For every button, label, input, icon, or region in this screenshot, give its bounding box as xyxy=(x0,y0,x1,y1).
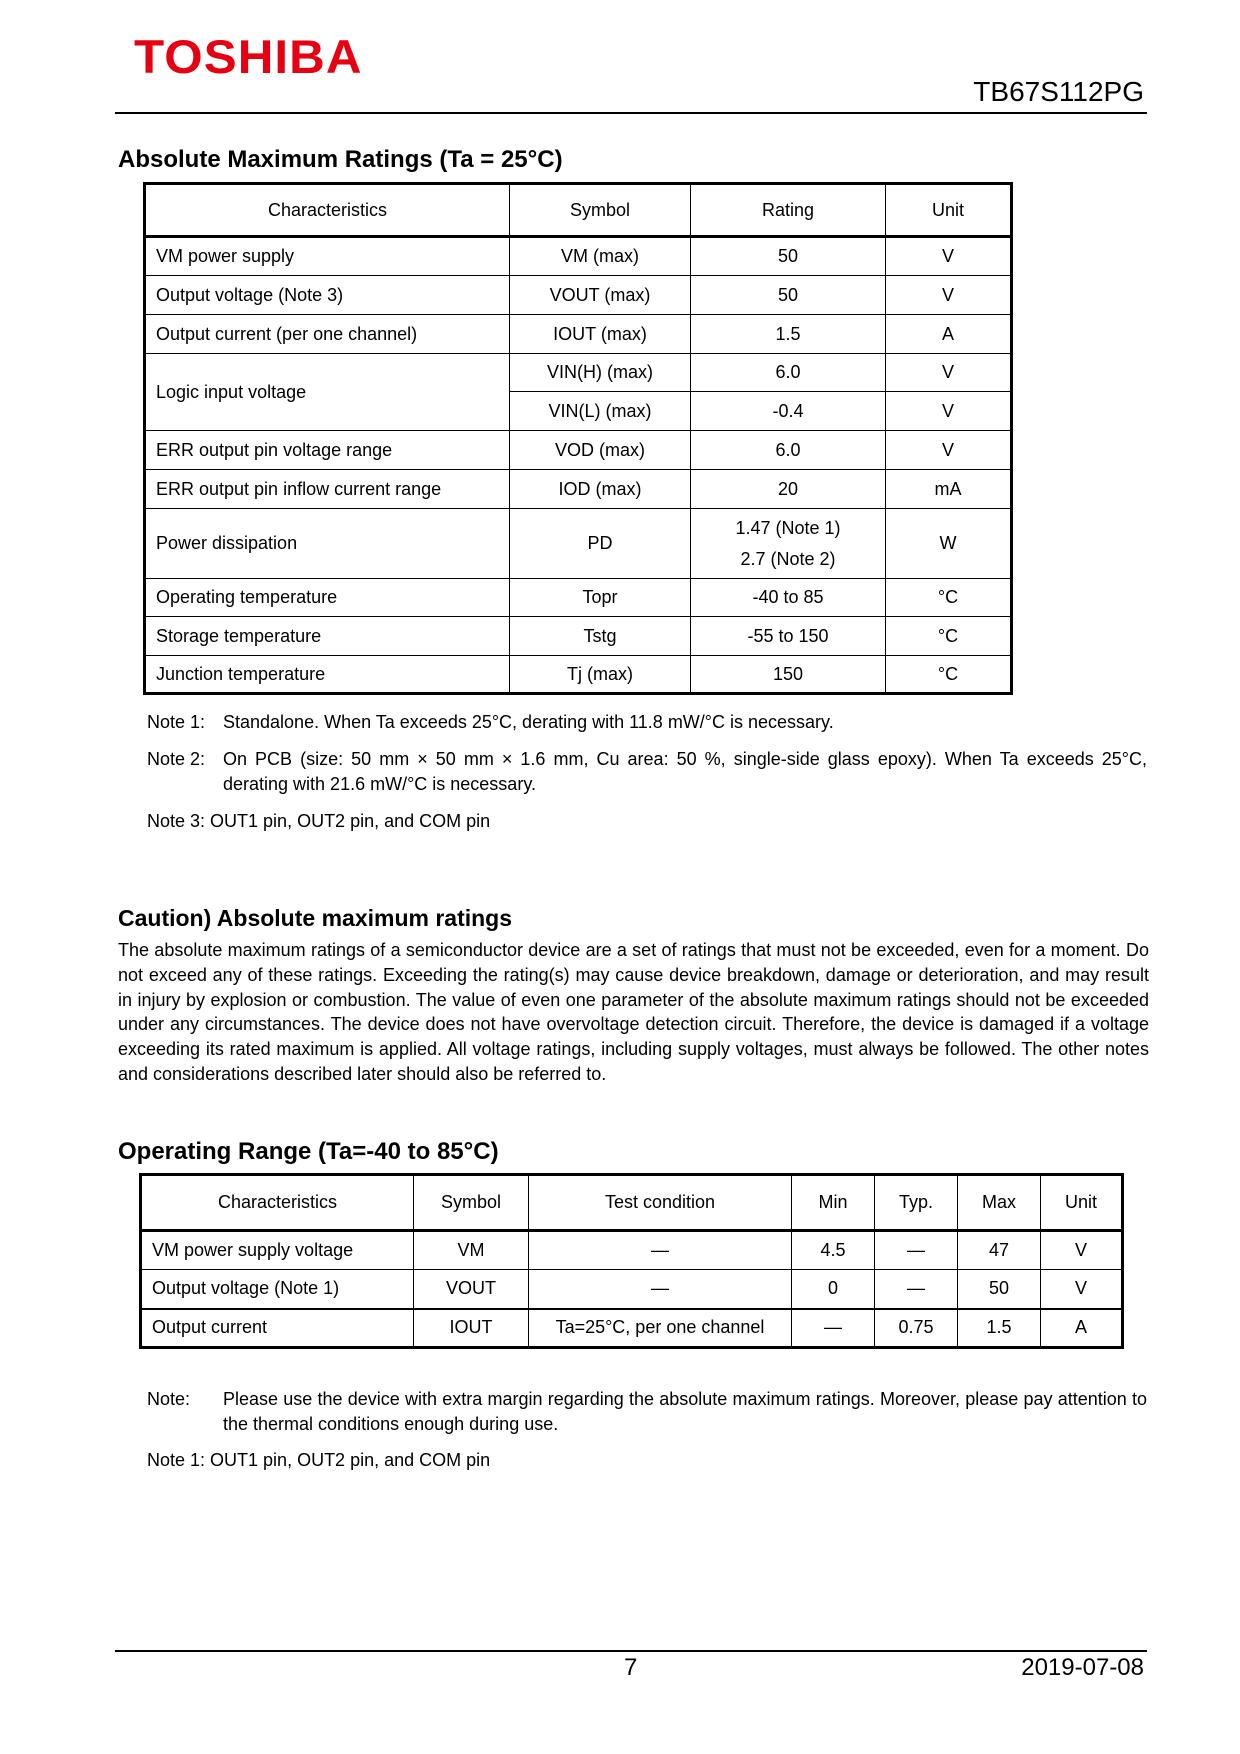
table-row xyxy=(145,470,1012,509)
cell-char: Logic input voltage xyxy=(145,354,510,431)
note-text: Please use the device with extra margin regarding the absolute maximum ratings. Moreover, please pay attention to the thermal conditions enough during use. xyxy=(223,1389,1147,1434)
note-text: On PCB (size: 50 mm × 50 mm × 1.6 mm, Cu area: 50 %, single-side glass epoxy). When Ta exceeds 25°C, derating with 21.6 mW/°C is necessary. xyxy=(223,749,1147,794)
cell-symbol: IOUT (max) xyxy=(510,315,691,354)
cell-unit: mA xyxy=(886,470,1012,509)
column-header: Test condition xyxy=(529,1175,792,1231)
note-label: Note 1: xyxy=(147,712,206,732)
cell-unit: V xyxy=(886,237,1012,276)
op-range-table xyxy=(139,1173,1124,1349)
cell-unit: A xyxy=(1041,1309,1123,1348)
cell-char: VM power supply voltage xyxy=(141,1231,414,1270)
table-header-row xyxy=(145,184,1012,237)
cell-char: Output current (per one channel) xyxy=(145,315,510,354)
cell-rating: 20 xyxy=(691,470,886,509)
abs-max-table xyxy=(143,182,1013,695)
abs-max-title: Absolute Maximum Ratings (Ta = 25°C) xyxy=(118,146,563,173)
cell-symbol: VM xyxy=(414,1231,529,1270)
cell-char: Storage temperature xyxy=(145,617,510,656)
cell-symbol: VOD (max) xyxy=(510,431,691,470)
rating-note1: 1.47 (Note 1) xyxy=(735,517,841,538)
table-row xyxy=(145,431,1012,470)
cell-condition: Ta=25°C, per one channel xyxy=(529,1309,792,1348)
cell-max: 1.5 xyxy=(958,1309,1041,1348)
header-rule xyxy=(115,112,1147,114)
cell-symbol: Tstg xyxy=(510,617,691,656)
caution-title: Caution) Absolute maximum ratings xyxy=(118,905,513,931)
cell-rating: 50 xyxy=(691,237,886,276)
table-row xyxy=(145,579,1012,617)
column-header: Unit xyxy=(886,184,1012,237)
column-header: Min xyxy=(792,1175,875,1231)
cell-rating xyxy=(691,509,886,579)
cell-unit: V xyxy=(886,276,1012,315)
cell-unit: °C xyxy=(886,579,1012,617)
cell-char: Output current xyxy=(141,1309,414,1348)
cell-char: Operating temperature xyxy=(145,579,510,617)
cell-unit: V xyxy=(886,354,1012,392)
table-row xyxy=(145,276,1012,315)
caution-text: The absolute maximum ratings of a semiconductor device are a set of ratings that must not be exceeded, even for a moment. Do not exceed any of these ratings. Exceeding the rating(s) may cause device breakdown, damage or deterioration, and may result in injury by explosion or combustion. The value of even one parameter of the absolute maximum ratings should not be exceeded under any circumstances. The device does not have overvoltage detection circuit. Therefore, the device is damaged if a voltage exceeding its rated maximum is applied. All voltage ratings, including supply voltages, must always be followed. The other notes and considerations described later should also be referred to. xyxy=(118,940,1149,1084)
cell-symbol: Topr xyxy=(510,579,691,617)
column-header: Symbol xyxy=(510,184,691,237)
cell-char: VM power supply xyxy=(145,237,510,276)
cell-rating: -55 to 150 xyxy=(691,617,886,656)
cell-typ: — xyxy=(875,1270,958,1309)
cell-symbol: IOUT xyxy=(414,1309,529,1348)
page-number: 7 xyxy=(624,1654,638,1681)
cell-symbol: VIN(L) (max) xyxy=(510,392,691,431)
cell-rating: -0.4 xyxy=(691,392,886,431)
cell-char: ERR output pin inflow current range xyxy=(145,470,510,509)
cell-char: Power dissipation xyxy=(145,509,510,579)
cell-rating: 50 xyxy=(691,276,886,315)
cell-condition: — xyxy=(529,1270,792,1309)
cell-unit: A xyxy=(886,315,1012,354)
cell-rating: 6.0 xyxy=(691,431,886,470)
cell-typ: 0.75 xyxy=(875,1309,958,1348)
note-1 xyxy=(147,710,1147,735)
note-label: Note: xyxy=(147,1389,191,1409)
table-header-row xyxy=(141,1175,1123,1231)
cell-unit: °C xyxy=(886,617,1012,656)
note-2 xyxy=(147,747,1147,797)
table-row xyxy=(141,1231,1123,1270)
column-header: Unit xyxy=(1041,1175,1123,1231)
cell-symbol: Tj (max) xyxy=(510,656,691,694)
table-row xyxy=(145,315,1012,354)
op-range-title: Operating Range (Ta=-40 to 85°C) xyxy=(118,1138,499,1165)
note-label: Note 2: xyxy=(147,749,206,769)
table-row xyxy=(145,237,1012,276)
op-note-1: Note 1: OUT1 pin, OUT2 pin, and COM pin xyxy=(147,1450,491,1470)
document-date: 2019-07-08 xyxy=(1021,1654,1144,1681)
cell-symbol: IOD (max) xyxy=(510,470,691,509)
cell-symbol: VIN(H) (max) xyxy=(510,354,691,392)
cell-unit: W xyxy=(886,509,1012,579)
table-row xyxy=(145,656,1012,694)
column-header: Typ. xyxy=(875,1175,958,1231)
table-row xyxy=(145,354,1012,392)
cell-unit: V xyxy=(1041,1231,1123,1270)
op-note xyxy=(147,1387,1147,1437)
table-row xyxy=(141,1270,1123,1309)
cell-symbol: VOUT (max) xyxy=(510,276,691,315)
cell-char: Output voltage (Note 3) xyxy=(145,276,510,315)
table-row xyxy=(145,617,1012,656)
cell-unit: V xyxy=(1041,1270,1123,1309)
cell-unit: V xyxy=(886,392,1012,431)
cell-rating: 6.0 xyxy=(691,354,886,392)
cell-symbol: PD xyxy=(510,509,691,579)
cell-char: ERR output pin voltage range xyxy=(145,431,510,470)
cell-max: 50 xyxy=(958,1270,1041,1309)
cell-min: — xyxy=(792,1309,875,1348)
column-header: Characteristics xyxy=(141,1175,414,1231)
cell-condition: — xyxy=(529,1231,792,1270)
cell-unit: V xyxy=(886,431,1012,470)
column-header: Characteristics xyxy=(145,184,510,237)
cell-max: 47 xyxy=(958,1231,1041,1270)
cell-rating: 150 xyxy=(691,656,886,694)
note-text: Standalone. When Ta exceeds 25°C, derating with 11.8 mW/°C is necessary. xyxy=(223,712,834,732)
toshiba-logo: TOSHIBA xyxy=(134,30,363,83)
cell-symbol: VM (max) xyxy=(510,237,691,276)
cell-rating: -40 to 85 xyxy=(691,579,886,617)
note-3: Note 3: OUT1 pin, OUT2 pin, and COM pin xyxy=(147,811,491,831)
cell-typ: — xyxy=(875,1231,958,1270)
column-header: Max xyxy=(958,1175,1041,1231)
column-header: Rating xyxy=(691,184,886,237)
footer-rule xyxy=(115,1650,1147,1652)
cell-rating: 1.5 xyxy=(691,315,886,354)
cell-unit: °C xyxy=(886,656,1012,694)
cell-symbol: VOUT xyxy=(414,1270,529,1309)
cell-min: 0 xyxy=(792,1270,875,1309)
cell-char: Output voltage (Note 1) xyxy=(141,1270,414,1309)
table-row xyxy=(141,1309,1123,1348)
cell-char: Junction temperature xyxy=(145,656,510,694)
part-number: TB67S112PG xyxy=(973,76,1144,107)
cell-min: 4.5 xyxy=(792,1231,875,1270)
column-header: Symbol xyxy=(414,1175,529,1231)
rating-note2: 2.7 (Note 2) xyxy=(740,548,836,569)
table-row xyxy=(145,509,1012,579)
